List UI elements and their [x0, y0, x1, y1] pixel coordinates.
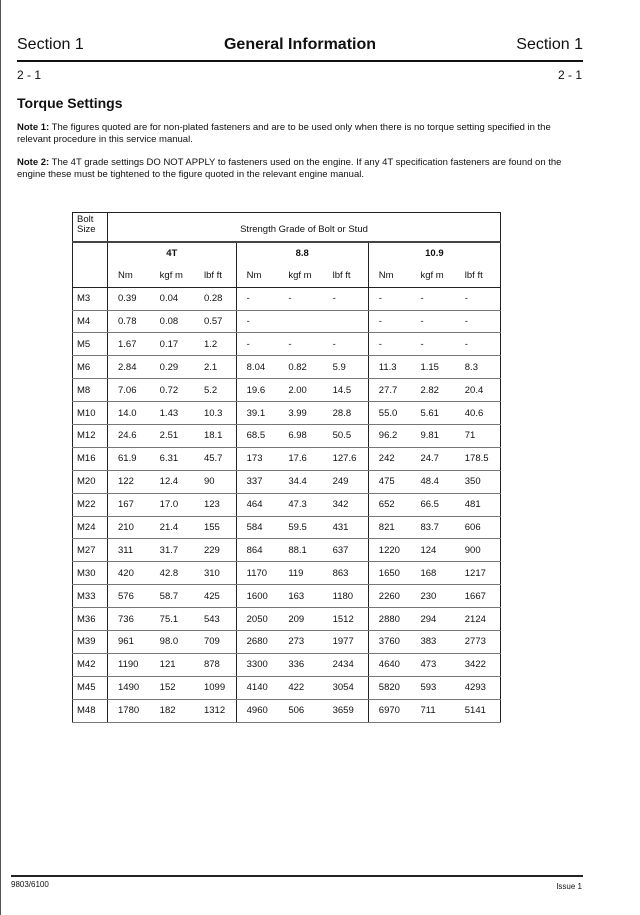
torque-value-cell: -: [455, 287, 501, 310]
torque-value-cell: 0.57: [194, 310, 236, 333]
unit-header: Nm: [108, 265, 150, 287]
torque-value-cell: 1190: [108, 653, 150, 676]
bolt-size-header: Bolt Size: [73, 213, 108, 242]
table-row: [73, 425, 501, 448]
torque-value-cell: 5.61: [410, 402, 454, 425]
unit-header: Nm: [368, 265, 410, 287]
bolt-size-cell: M22: [73, 493, 108, 516]
bolt-size-cell: M24: [73, 516, 108, 539]
torque-value-cell: 1490: [108, 676, 150, 699]
torque-value-cell: 2880: [368, 608, 410, 631]
torque-value-cell: 66.5: [410, 493, 454, 516]
torque-value-cell: 45.7: [194, 447, 236, 470]
bolt-size-cell: M20: [73, 470, 108, 493]
torque-value-cell: -: [455, 333, 501, 356]
torque-value-cell: 2434: [323, 653, 369, 676]
note-text: The figures quoted are for non-plated fasteners and are to be used only when there is no torque setting specified in the relevant procedure in this service manual.: [17, 122, 551, 145]
torque-value-cell: 1.43: [150, 402, 194, 425]
torque-value-cell: 14.5: [323, 379, 369, 402]
torque-value-cell: 24.6: [108, 425, 150, 448]
torque-value-cell: 473: [410, 653, 454, 676]
torque-value-cell: 711: [410, 699, 454, 722]
torque-value-cell: -: [410, 287, 454, 310]
torque-value-cell: 31.7: [150, 539, 194, 562]
torque-value-cell: 543: [194, 608, 236, 631]
torque-value-cell: 1170: [236, 562, 278, 585]
torque-value-cell: 121: [150, 653, 194, 676]
footer-rule: [11, 875, 583, 877]
torque-value-cell: 58.7: [150, 585, 194, 608]
torque-value-cell: 506: [278, 699, 322, 722]
torque-value-cell: 2.82: [410, 379, 454, 402]
table-row: [73, 356, 501, 379]
torque-value-cell: 17.6: [278, 447, 322, 470]
unit-header: lbf ft: [455, 265, 501, 287]
torque-value-cell: 47.3: [278, 493, 322, 516]
torque-value-cell: 24.7: [410, 447, 454, 470]
torque-value-cell: 168: [410, 562, 454, 585]
table-row: [73, 379, 501, 402]
table-row: [73, 516, 501, 539]
torque-value-cell: 48.4: [410, 470, 454, 493]
torque-value-cell: 6.31: [150, 447, 194, 470]
grade-4t: 4T: [166, 248, 178, 260]
torque-value-cell: 821: [368, 516, 410, 539]
torque-value-cell: 464: [236, 493, 278, 516]
bolt-size-cell: M3: [73, 287, 108, 310]
torque-value-cell: 21.4: [150, 516, 194, 539]
note-text: The 4T grade settings DO NOT APPLY to fasteners used on the engine. If any 4T specification fasteners are found on the engine these must be tightened to the figure quoted in the relevant engine manual.: [17, 157, 562, 180]
unit-header: lbf ft: [194, 265, 236, 287]
bolt-size-cell: M4: [73, 310, 108, 333]
grade-8-8: 8.8: [236, 242, 368, 265]
torque-value-cell: [323, 310, 369, 333]
torque-value-cell: 2260: [368, 585, 410, 608]
torque-value-cell: 2124: [455, 608, 501, 631]
empty-cell: [73, 265, 108, 287]
table-row: [73, 447, 501, 470]
torque-value-cell: 0.72: [150, 379, 194, 402]
torque-value-cell: 7.06: [108, 379, 150, 402]
table-row: [73, 676, 501, 699]
torque-value-cell: 123: [194, 493, 236, 516]
torque-value-cell: 163: [278, 585, 322, 608]
torque-value-cell: 350: [455, 470, 501, 493]
torque-value-cell: -: [236, 287, 278, 310]
torque-value-cell: 3300: [236, 653, 278, 676]
unit-header: Nm: [236, 265, 278, 287]
table-row: [73, 539, 501, 562]
torque-value-cell: 4640: [368, 653, 410, 676]
bolt-size-cell: M6: [73, 356, 108, 379]
torque-value-cell: 593: [410, 676, 454, 699]
torque-value-cell: 0.28: [194, 287, 236, 310]
torque-value-cell: 1312: [194, 699, 236, 722]
torque-value-cell: 2.00: [278, 379, 322, 402]
unit-header: kgf m: [150, 265, 194, 287]
torque-value-cell: 18.1: [194, 425, 236, 448]
torque-value-cell: 709: [194, 631, 236, 654]
torque-value-cell: 2680: [236, 631, 278, 654]
table-row: [73, 333, 501, 356]
page-title: Torque Settings: [17, 95, 123, 111]
table-row: [73, 631, 501, 654]
bolt-size-cell: M33: [73, 585, 108, 608]
bolt-size-cell: M36: [73, 608, 108, 631]
torque-value-cell: 3422: [455, 653, 501, 676]
torque-value-cell: 96.2: [368, 425, 410, 448]
torque-value-cell: 311: [108, 539, 150, 562]
torque-value-cell: 900: [455, 539, 501, 562]
table-row: [73, 562, 501, 585]
torque-value-cell: 1667: [455, 585, 501, 608]
table-header-row: [73, 213, 501, 242]
bolt-size-cell: M42: [73, 653, 108, 676]
header-title: General Information: [223, 36, 377, 53]
torque-value-cell: 0.82: [278, 356, 322, 379]
torque-value-cell: 83.7: [410, 516, 454, 539]
torque-value-cell: 736: [108, 608, 150, 631]
torque-value-cell: 3760: [368, 631, 410, 654]
torque-value-cell: 5820: [368, 676, 410, 699]
torque-value-cell: 310: [194, 562, 236, 585]
torque-value-cell: 1217: [455, 562, 501, 585]
unit-header: kgf m: [410, 265, 454, 287]
torque-value-cell: 20.4: [455, 379, 501, 402]
torque-value-cell: 420: [108, 562, 150, 585]
torque-value-cell: 864: [236, 539, 278, 562]
torque-value-cell: 5.2: [194, 379, 236, 402]
section-label-right: Section 1: [516, 36, 583, 53]
torque-value-cell: 422: [278, 676, 322, 699]
torque-value-cell: 5.9: [323, 356, 369, 379]
bolt-size-cell: M48: [73, 699, 108, 722]
torque-value-cell: 11.3: [368, 356, 410, 379]
torque-value-cell: 229: [194, 539, 236, 562]
torque-value-cell: 14.0: [108, 402, 150, 425]
torque-value-cell: 652: [368, 493, 410, 516]
torque-table: [72, 212, 501, 723]
torque-value-cell: 119: [278, 562, 322, 585]
issue-label: Issue 1: [556, 882, 582, 891]
torque-value-cell: -: [323, 333, 369, 356]
grade-10-9: 10.9: [368, 242, 500, 265]
bolt-size-cell: M10: [73, 402, 108, 425]
torque-value-cell: -: [278, 287, 322, 310]
table-row: [73, 608, 501, 631]
torque-value-cell: 0.04: [150, 287, 194, 310]
torque-value-cell: -: [236, 310, 278, 333]
torque-value-cell: 9.81: [410, 425, 454, 448]
page-number-right: 2 - 1: [557, 68, 582, 82]
torque-value-cell: 4140: [236, 676, 278, 699]
torque-value-cell: -: [236, 333, 278, 356]
torque-value-cell: 961: [108, 631, 150, 654]
torque-value-cell: 42.8: [150, 562, 194, 585]
torque-value-cell: -: [368, 333, 410, 356]
torque-value-cell: 182: [150, 699, 194, 722]
torque-value-cell: 124: [410, 539, 454, 562]
torque-value-cell: 6.98: [278, 425, 322, 448]
torque-value-cell: 4293: [455, 676, 501, 699]
torque-value-cell: 2.1: [194, 356, 236, 379]
torque-value-cell: 39.1: [236, 402, 278, 425]
torque-value-cell: -: [455, 310, 501, 333]
table-row: [73, 493, 501, 516]
torque-value-cell: 475: [368, 470, 410, 493]
torque-value-cell: -: [323, 287, 369, 310]
torque-value-cell: 584: [236, 516, 278, 539]
torque-value-cell: 1.2: [194, 333, 236, 356]
bolt-size-cell: M27: [73, 539, 108, 562]
table-row: [73, 287, 501, 310]
torque-value-cell: 75.1: [150, 608, 194, 631]
table-row: [73, 653, 501, 676]
torque-value-cell: 1512: [323, 608, 369, 631]
bolt-size-cell: M5: [73, 333, 108, 356]
torque-value-cell: 8.3: [455, 356, 501, 379]
torque-value-cell: 19.6: [236, 379, 278, 402]
torque-value-cell: 3054: [323, 676, 369, 699]
bolt-size-cell: M8: [73, 379, 108, 402]
bolt-size-cell: M12: [73, 425, 108, 448]
torque-value-cell: 0.78: [108, 310, 150, 333]
torque-value-cell: -: [410, 333, 454, 356]
torque-value-cell: 55.0: [368, 402, 410, 425]
torque-value-cell: 294: [410, 608, 454, 631]
torque-value-cell: 61.9: [108, 447, 150, 470]
torque-value-cell: 40.6: [455, 402, 501, 425]
torque-value-cell: 3659: [323, 699, 369, 722]
torque-value-cell: 209: [278, 608, 322, 631]
torque-value-cell: 431: [323, 516, 369, 539]
note-label: Note 2:: [17, 157, 50, 168]
torque-value-cell: 210: [108, 516, 150, 539]
torque-value-cell: 342: [323, 493, 369, 516]
torque-value-cell: 337: [236, 470, 278, 493]
torque-value-cell: 173: [236, 447, 278, 470]
torque-value-cell: 1220: [368, 539, 410, 562]
torque-value-cell: 863: [323, 562, 369, 585]
torque-value-cell: 68.5: [236, 425, 278, 448]
torque-value-cell: 2773: [455, 631, 501, 654]
torque-value-cell: 2.84: [108, 356, 150, 379]
unit-header: lbf ft: [323, 265, 369, 287]
torque-value-cell: 1099: [194, 676, 236, 699]
torque-value-cell: 5141: [455, 699, 501, 722]
table-row: [73, 310, 501, 333]
torque-value-cell: 637: [323, 539, 369, 562]
torque-value-cell: 122: [108, 470, 150, 493]
torque-value-cell: 4960: [236, 699, 278, 722]
torque-value-cell: 242: [368, 447, 410, 470]
torque-value-cell: 2050: [236, 608, 278, 631]
unit-row: [73, 265, 501, 287]
torque-value-cell: 71: [455, 425, 501, 448]
torque-value-cell: -: [278, 333, 322, 356]
torque-value-cell: 59.5: [278, 516, 322, 539]
torque-value-cell: 878: [194, 653, 236, 676]
table-row: [73, 699, 501, 722]
torque-value-cell: 28.8: [323, 402, 369, 425]
torque-value-cell: 249: [323, 470, 369, 493]
section-label-left: Section 1: [17, 36, 84, 53]
page-number-left: 2 - 1: [17, 68, 42, 82]
torque-value-cell: 1977: [323, 631, 369, 654]
torque-value-cell: -: [368, 310, 410, 333]
torque-value-cell: 1180: [323, 585, 369, 608]
bolt-size-cell: M39: [73, 631, 108, 654]
bolt-size-cell: M16: [73, 447, 108, 470]
torque-value-cell: 1780: [108, 699, 150, 722]
table-row: [73, 585, 501, 608]
torque-value-cell: 383: [410, 631, 454, 654]
torque-value-cell: 6970: [368, 699, 410, 722]
torque-value-cell: 0.17: [150, 333, 194, 356]
torque-value-cell: 10.3: [194, 402, 236, 425]
empty-cell: [73, 242, 108, 265]
torque-value-cell: [278, 310, 322, 333]
torque-value-cell: 90: [194, 470, 236, 493]
torque-value-cell: 17.0: [150, 493, 194, 516]
document-number: 9803/6100: [11, 880, 49, 889]
table-row: [73, 470, 501, 493]
torque-value-cell: 273: [278, 631, 322, 654]
torque-value-cell: 0.29: [150, 356, 194, 379]
torque-value-cell: -: [410, 310, 454, 333]
torque-value-cell: 178.5: [455, 447, 501, 470]
torque-value-cell: 2.51: [150, 425, 194, 448]
torque-value-cell: 127.6: [323, 447, 369, 470]
torque-value-cell: 152: [150, 676, 194, 699]
torque-value-cell: 336: [278, 653, 322, 676]
torque-value-cell: 167: [108, 493, 150, 516]
torque-value-cell: 8.04: [236, 356, 278, 379]
torque-value-cell: -: [368, 287, 410, 310]
torque-value-cell: 425: [194, 585, 236, 608]
torque-value-cell: 576: [108, 585, 150, 608]
torque-value-cell: 230: [410, 585, 454, 608]
torque-value-cell: 3.99: [278, 402, 322, 425]
bolt-size-cell: M30: [73, 562, 108, 585]
header-rule: [17, 60, 583, 62]
torque-value-cell: 98.0: [150, 631, 194, 654]
torque-value-cell: 88.1: [278, 539, 322, 562]
note-2: [17, 157, 587, 181]
torque-value-cell: 34.4: [278, 470, 322, 493]
grade-row: [73, 242, 501, 265]
torque-value-cell: 1650: [368, 562, 410, 585]
torque-value-cell: 606: [455, 516, 501, 539]
page-header: [17, 36, 583, 58]
torque-value-cell: 1.15: [410, 356, 454, 379]
strength-grade-header: Strength Grade of Bolt or Stud: [108, 213, 501, 242]
torque-value-cell: 155: [194, 516, 236, 539]
torque-value-cell: 12.4: [150, 470, 194, 493]
bolt-size-cell: M45: [73, 676, 108, 699]
torque-value-cell: 27.7: [368, 379, 410, 402]
torque-value-cell: 481: [455, 493, 501, 516]
torque-value-cell: 50.5: [323, 425, 369, 448]
torque-value-cell: 0.39: [108, 287, 150, 310]
table-row: [73, 402, 501, 425]
note-1: [17, 122, 587, 146]
torque-value-cell: 0.08: [150, 310, 194, 333]
unit-header: kgf m: [278, 265, 322, 287]
note-label: Note 1:: [17, 122, 50, 133]
torque-value-cell: 1.67: [108, 333, 150, 356]
torque-value-cell: 1600: [236, 585, 278, 608]
